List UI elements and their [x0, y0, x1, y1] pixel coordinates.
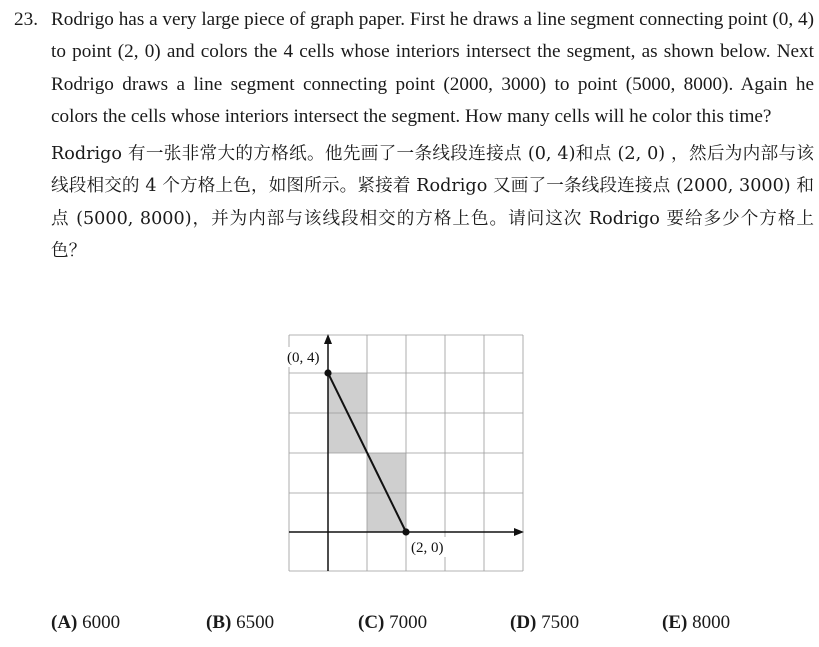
colored-cell-4 [367, 493, 406, 532]
choice-b-value: 6500 [236, 612, 275, 633]
choice-b-letter: (B) [206, 612, 232, 633]
answer-choices [51, 612, 811, 642]
problem-23 [14, 4, 814, 267]
choice-e-value: 8000 [692, 612, 731, 633]
x-axis-arrow-icon [514, 528, 524, 536]
colored-cell-3 [367, 453, 406, 493]
end-point [402, 528, 409, 535]
problem-number: 23. [14, 9, 38, 30]
start-point [324, 369, 331, 376]
choice-e[interactable] [662, 612, 730, 634]
graph-paper-figure [282, 331, 532, 576]
choice-a[interactable] [51, 612, 120, 634]
colored-cell-2 [328, 413, 367, 453]
choice-d[interactable] [510, 612, 579, 634]
choice-e-letter: (E) [662, 612, 688, 633]
graph-svg [282, 331, 532, 576]
choice-d-letter: (D) [510, 612, 537, 633]
choice-c-value: 7000 [389, 612, 428, 633]
choice-b[interactable] [206, 612, 274, 634]
choice-c[interactable] [358, 612, 427, 634]
y-axis-arrow-icon [324, 334, 332, 344]
choice-d-value: 7500 [541, 612, 580, 633]
colored-cell-1 [328, 373, 367, 413]
problem-chinese-text: Rodrigo 有一张非常大的方格纸。他先画了一条线段连接点 (0, 4)和点 (2, 0) ，然后为内部与该线段相交的 4 个方格上色，如图所示。紧接着 Rodrigo 又画了一条线段连接点 (2000, 3000) 和点 (5000, 8000)，并为内部与该线段相交的方格上色。请问这次 Rodrigo 要给多少个方格上色？ [51, 144, 814, 262]
choice-c-letter: (C) [358, 612, 385, 633]
problem-english-text [14, 4, 814, 133]
choice-a-value: 6000 [82, 612, 121, 633]
start-point-label: (0, 4) [287, 350, 320, 366]
end-point-label: (2, 0) [411, 540, 444, 556]
choice-a-letter: (A) [51, 612, 78, 633]
english-body: Rodrigo has a very large piece of graph paper. First he draws a line segment connecting point (0, 4) to point (2, 0) and colors the 4 cells whose interiors intersect the segment, as shown below. Next Rodrigo draws a line segment connecting point (2000, 3000) to point (5000, 8000). Again he colors the cells whose interiors intersect the segment. How many cells will he color this time? [51, 9, 814, 127]
